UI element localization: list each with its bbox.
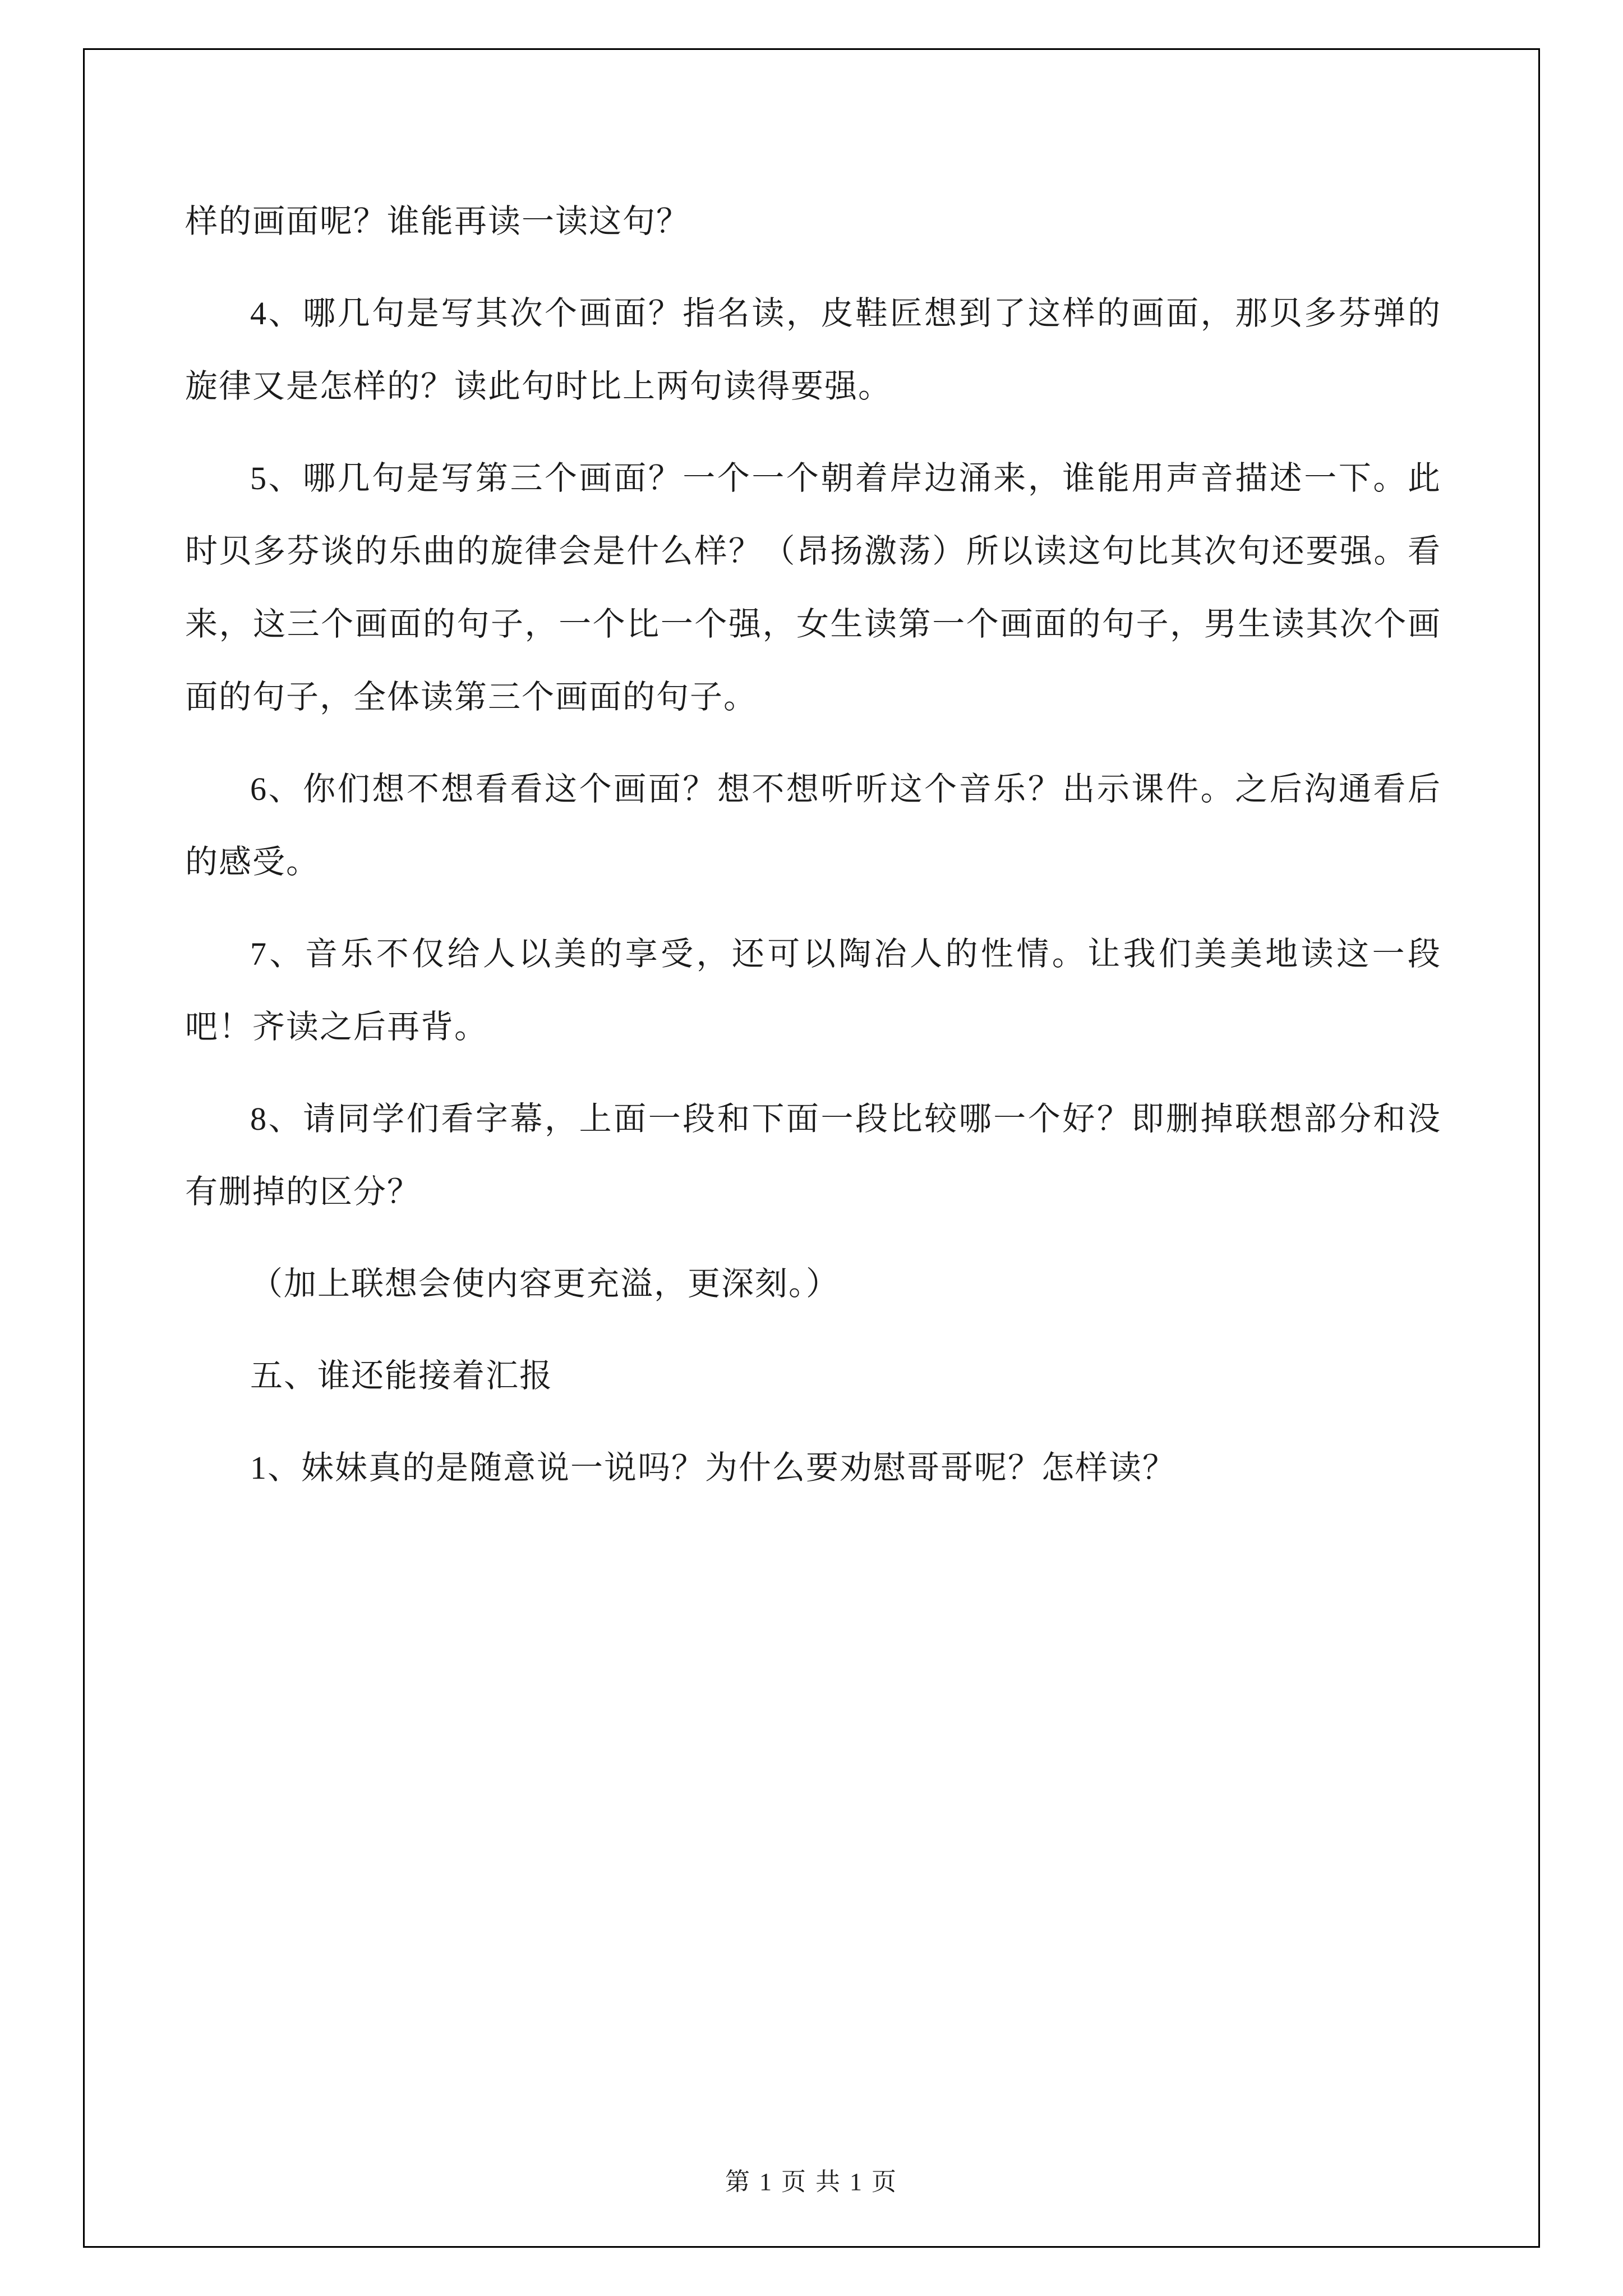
paragraph: 6、你们想不想看看这个画面？想不想听听这个音乐？出示课件。之后沟通看后的感受。 bbox=[185, 771, 1441, 880]
paragraph: 1、妹妹真的是随意说一说吗？为什么要劝慰哥哥呢？怎样读？ bbox=[250, 1450, 1177, 1486]
page-footer: 第 1 页 共 1 页 bbox=[725, 2168, 898, 2196]
paragraph: 7、音乐不仅给人以美的享受，还可以陶冶人的性情。让我们美美地读这一段吧！齐读之后再背。 bbox=[185, 936, 1441, 1045]
paragraph: 5、哪几句是写第三个画面？一个一个朝着岸边涌来，谁能用声音描述一下。此时贝多芬谈的乐曲的旋律会是什么样？（昂扬激荡）所以读这句比其次句还要强。看来，这三个画面的句子，一个比一个强，女生读第一个画面的句子，男生读其次个画面的句子，全体读第三个画面的句子。 bbox=[185, 460, 1441, 715]
paragraph: 五、谁还能接着汇报 bbox=[250, 1358, 554, 1394]
paragraph: 8、请同学们看字幕，上面一段和下面一段比较哪一个好？即删掉联想部分和没有删掉的区分？ bbox=[185, 1101, 1441, 1210]
paragraph: 样的画面呢？谁能再读一读这句？ bbox=[185, 203, 690, 240]
paragraph: （加上联想会使内容更充溢，更深刻。） bbox=[250, 1266, 840, 1302]
paragraph: 4、哪几句是写其次个画面？指名读，皮鞋匠想到了这样的画面，那贝多芬弹的旋律又是怎样的？读此句时比上两句读得要强。 bbox=[185, 295, 1441, 404]
document-body bbox=[185, 185, 1441, 1524]
